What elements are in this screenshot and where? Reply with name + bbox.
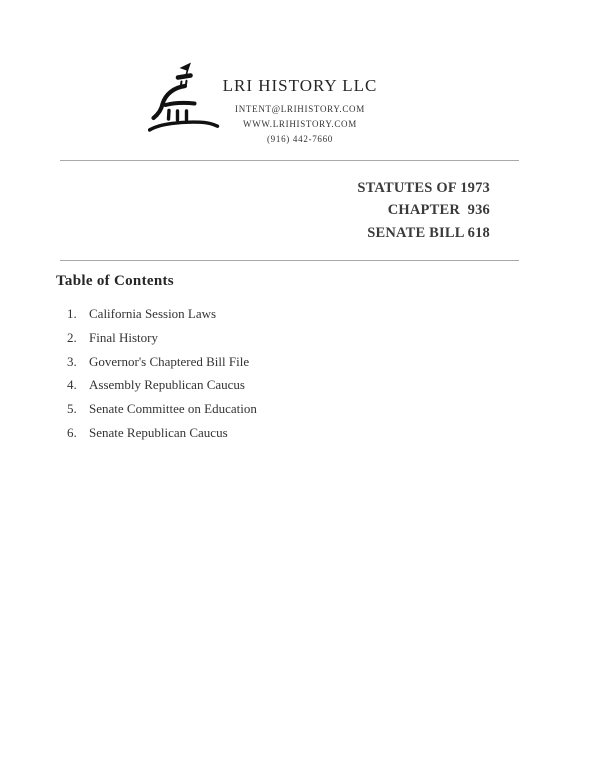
divider-bottom [60,260,519,261]
company-name: LRI HISTORY LLC [222,76,378,95]
senate-bill-line: SENATE BILL 618 [367,224,490,241]
statutes-line: STATUTES OF 1973 [357,180,490,196]
toc-item-number: 5. [67,401,77,417]
toc-item-label: Senate Republican Caucus [89,424,228,440]
toc-item-number: 2. [67,329,77,345]
toc-item-label: Senate Committee on Education [89,401,257,417]
statute-reference [357,177,490,244]
toc-list [67,306,257,449]
toc-item-label: Assembly Republican Caucus [89,377,245,393]
email-text: INTENT@LRIHISTORY.COM [235,104,365,114]
letterhead [0,76,600,144]
divider-top [60,160,519,161]
toc-item-number: 6. [67,424,77,440]
toc-item [67,306,257,330]
logo-flag [180,63,192,72]
toc-title: Table of Contents [56,273,174,289]
toc-item [67,330,257,354]
toc-item [67,401,257,425]
toc-item-number: 1. [67,306,77,321]
toc-item [67,354,257,378]
phone-text: (916) 442-7660 [266,134,334,144]
toc-item [67,377,257,401]
toc-item-number: 4. [67,377,77,393]
website-text: WWW.LRIHISTORY.COM [243,119,357,129]
toc-item [67,425,257,449]
toc-item-label: Final History [89,329,158,345]
chapter-line: CHAPTER 936 [387,202,490,219]
toc-item-label: Governor's Chaptered Bill File [89,353,250,369]
toc-item-label: California Session Laws [89,306,217,321]
toc-item-number: 3. [67,353,77,369]
